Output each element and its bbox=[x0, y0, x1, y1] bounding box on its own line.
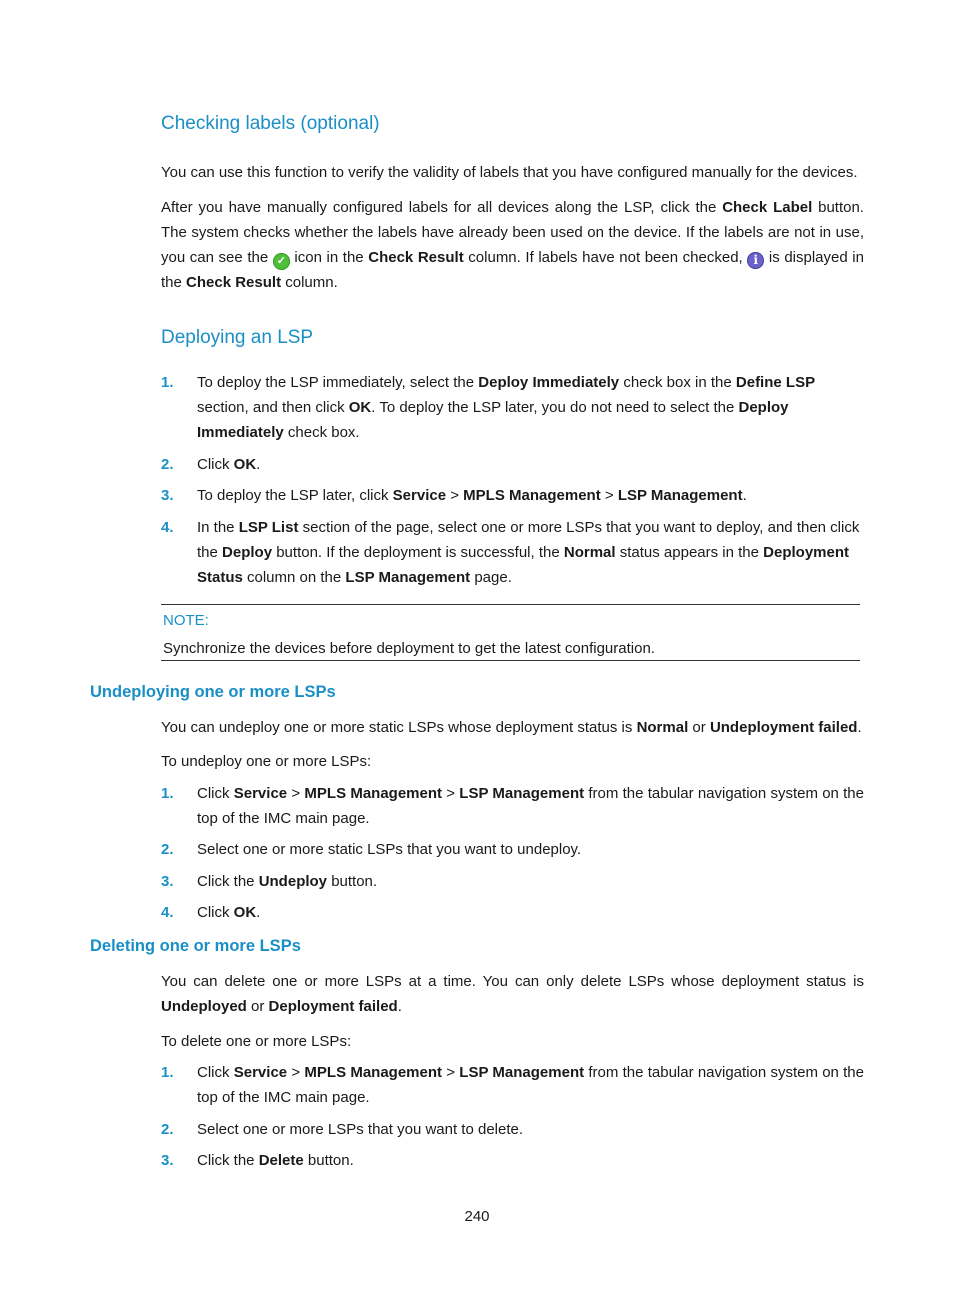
step-number: 1. bbox=[161, 1064, 174, 1081]
page-number: 240 bbox=[464, 1208, 490, 1225]
step-number: 3. bbox=[161, 873, 174, 890]
step-text: Click the Delete button. bbox=[197, 1152, 354, 1169]
step-text: To deploy the LSP later, click Service > MPLS Management > LSP Management. bbox=[197, 487, 747, 504]
step-text: Click the Undeploy button. bbox=[197, 873, 378, 890]
step-number: 4. bbox=[161, 904, 174, 921]
heading-deleting-lsps: Deleting one or more LSPs bbox=[90, 937, 301, 955]
delete-lead-paragraph: To delete one or more LSPs: bbox=[161, 1033, 352, 1050]
step-text: Click OK. bbox=[197, 456, 261, 473]
checking-intro-paragraph: You can use this function to verify the validity of labels that you have configured manually for the devices. bbox=[161, 164, 858, 181]
step-number: 1. bbox=[161, 785, 174, 802]
undeploy-intro-paragraph: You can undeploy one or more static LSPs whose deployment status is Normal or Undeployment failed. bbox=[161, 719, 862, 736]
step-number: 1. bbox=[161, 374, 174, 391]
note-label: NOTE: bbox=[163, 612, 209, 629]
step-text: Click OK. bbox=[197, 904, 261, 921]
heading-checking-labels: Checking labels (optional) bbox=[161, 113, 380, 134]
note-bottom-rule bbox=[161, 660, 860, 661]
check-icon: ✓ bbox=[273, 253, 290, 270]
info-icon: i bbox=[747, 252, 764, 269]
step-text: In the LSP List section of the page, select one or more LSPs that you want to deploy, and then click the Deploy button. If the deployment is successful, the Normal status appears in the Deployment Status column on the LSP Management page. bbox=[197, 519, 860, 586]
step-number: 2. bbox=[161, 456, 174, 473]
heading-undeploying-lsps: Undeploying one or more LSPs bbox=[90, 683, 336, 701]
note-top-rule bbox=[161, 604, 860, 605]
step-number: 3. bbox=[161, 1152, 174, 1169]
heading-deploying-lsp: Deploying an LSP bbox=[161, 327, 314, 348]
step-text: Click Service > MPLS Management > LSP Management from the tabular navigation system on the top of the IMC main page. bbox=[197, 1064, 864, 1106]
step-number: 4. bbox=[161, 519, 174, 536]
step-text: Click Service > MPLS Management > LSP Management from the tabular navigation system on the top of the IMC main page. bbox=[197, 785, 864, 827]
step-number: 2. bbox=[161, 1121, 174, 1138]
note-text: Synchronize the devices before deployment to get the latest configuration. bbox=[163, 640, 655, 657]
step-text: To deploy the LSP immediately, select the Deploy Immediately check box in the Define LSP section, and then click OK. To deploy the LSP later, you do not need to select the Deploy Immediately check box. bbox=[197, 374, 816, 441]
undeploy-lead-paragraph: To undeploy one or more LSPs: bbox=[161, 753, 372, 770]
step-number: 2. bbox=[161, 841, 174, 858]
delete-intro-paragraph: You can delete one or more LSPs at a time. You can only delete LSPs whose deployment status is Undeployed or Deployment failed. bbox=[161, 973, 864, 1015]
step-number: 3. bbox=[161, 487, 174, 504]
checking-detail-paragraph: After you have manually configured labels for all devices along the LSP, click the Check Label button. The system checks whether the labels have already been used on the device. If the labels are not in use, you can see the ✓ icon in the Check Result column. If labels have not been checked, i is displayed in the Check Result column. bbox=[161, 199, 864, 291]
step-text: Select one or more static LSPs that you want to undeploy. bbox=[197, 841, 582, 858]
step-text: Select one or more LSPs that you want to delete. bbox=[197, 1121, 524, 1138]
